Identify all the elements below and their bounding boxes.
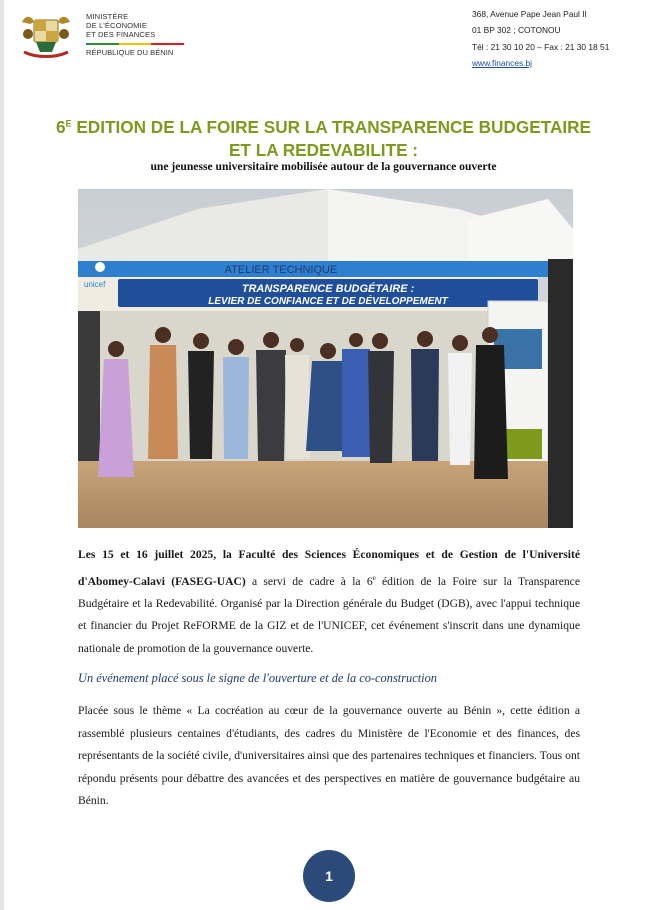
coat-of-arms-logo	[18, 12, 74, 60]
address: 368, Avenue Pape Jean Paul II	[472, 9, 587, 19]
website-link[interactable]: www.finances.bj	[472, 58, 533, 69]
banner-line-3: LEVIER DE CONFIANCE ET DE DÉVELOPPEMENT	[208, 296, 448, 307]
intro-paragraph: Les 15 et 16 juillet 2025, la Faculté des Sciences Économiques et de Gestion de l'Université d'Abomey-Calavi (FASEG-UAC) a servi de cadre à la 6e édition de la Foire sur la Transparence Budgétaire et la Redevabilité. Organisé par la Direction générale du Budget (DGB), avec l'appui technique et financier du Projet ReFORME de la GIZ et de l'UNICEF, cet événement s'inscrit dans une dynamique nationale de promotion de la gouvernance ouverte.	[78, 548, 580, 655]
phone-fax: Tél : 21 30 10 20 – Fax : 21 30 18 51	[472, 41, 610, 52]
section-heading: Un événement placé sous le signe de l'ouverture et de la co-construction	[78, 671, 438, 685]
body-paragraph: Placée sous le thème « La cocréation au cœur de la gouvernance ouverte au Bénin », cette édition a rassemblé plusieurs centaines d'étudiants, des cadres du Ministère de l'Economie et des finances, des représentants de la société civile, d'universitaires ainsi que des partenaires techniques et financiers. Tous ont répondu présents pour débattre des avancées et des perspectives en matière de gouvernance budgétaire au Bénin.	[78, 704, 580, 807]
event-photo	[78, 189, 573, 528]
page-number-badge: 1	[303, 850, 355, 902]
flag-stripe	[86, 43, 184, 45]
page-edge	[0, 0, 4, 910]
banner-line-2: TRANSPARENCE BUDGÉTAIRE :	[241, 283, 415, 295]
republic-name: RÉPUBLIQUE DU BÉNIN	[86, 48, 174, 57]
po-box: 01 BP 302 ; COTONOU	[472, 25, 561, 36]
article-subtitle: une jeunesse universitaire mobilisée autour de la gouvernance ouverte	[150, 160, 497, 173]
ministry-name: MINISTÈRE DE L'ÉCONOMIE ET DES FINANCES	[86, 12, 156, 40]
banner-title: ATELIER TECHNIQUE	[224, 264, 338, 276]
article-title: $6^E$ EDITION DE LA FOIRE SUR LA TRANSPARENCE BUDGETAIRE ET LA REDEVABILITE :	[55, 117, 592, 160]
unicef-logo-icon	[95, 262, 105, 272]
unicef-label: unicef	[84, 280, 106, 289]
contact-block	[472, 6, 609, 72]
